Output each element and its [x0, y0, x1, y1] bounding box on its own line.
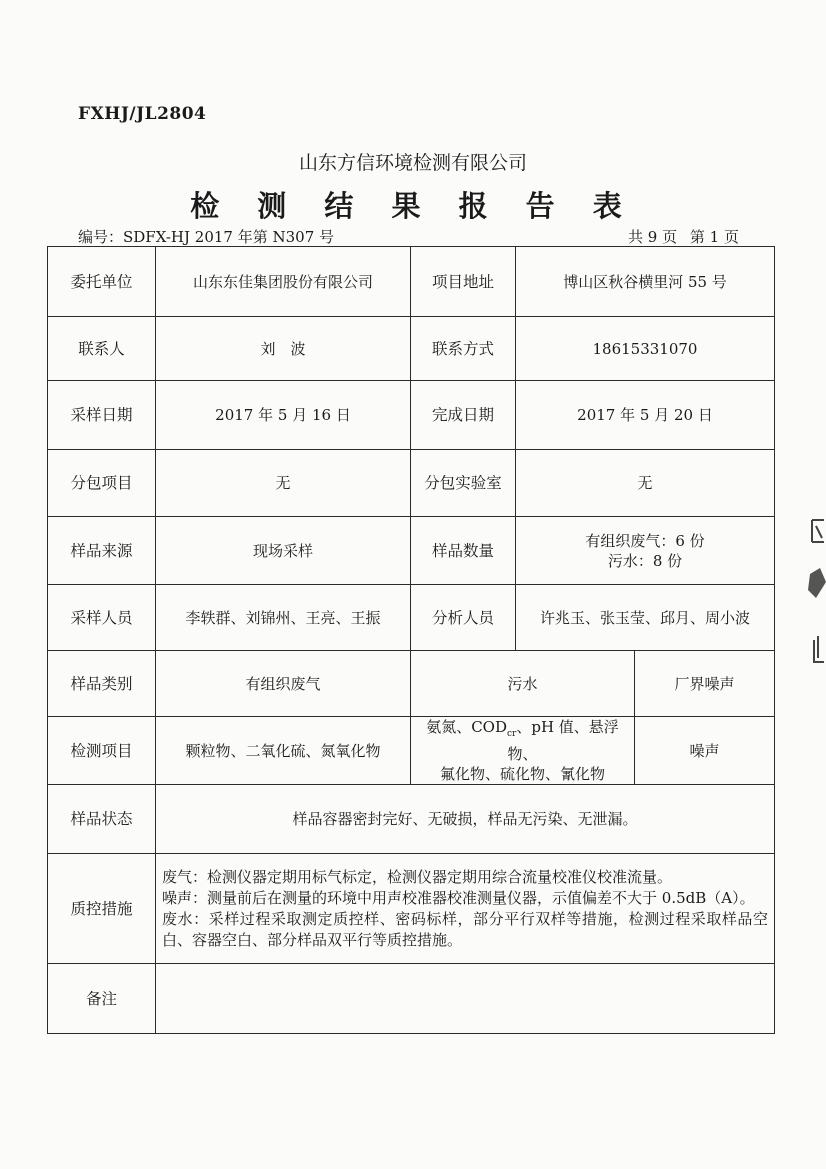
- samplers-label: 采样人员: [48, 585, 156, 651]
- row-sample-type: [48, 651, 775, 717]
- sample-status-value: 样品容器密封完好、无破损，样品无污染、无泄漏。: [156, 785, 775, 854]
- subcontract-lab-label: 分包实验室: [411, 450, 516, 517]
- sample-type-noise: 厂界噪声: [635, 651, 775, 717]
- row-test-items: [48, 717, 775, 785]
- subcontract-value: 无: [156, 450, 411, 517]
- test-items-water-a: 氨氮、COD: [426, 718, 507, 736]
- test-items-water-line1: [415, 717, 630, 764]
- address-value: 博山区秋谷横里河 55 号: [516, 247, 775, 317]
- subcontract-lab-value: 无: [516, 450, 775, 517]
- company-name: 山东方信环境检测有限公司: [298, 152, 527, 174]
- row-personnel: [48, 585, 775, 651]
- client-label: 委托单位: [48, 247, 156, 317]
- sample-source-value: 现场采样: [156, 517, 411, 585]
- qc-value: [156, 854, 775, 964]
- sample-status-label: 样品状态: [48, 785, 156, 854]
- phone-value: 18615331070: [516, 317, 775, 381]
- sample-qty-line2: 污水：8 份: [607, 551, 683, 570]
- report-number: 编号：SDFX-HJ 2017 年第 N307 号: [78, 228, 335, 246]
- sample-type-gas: 有组织废气: [156, 651, 411, 717]
- test-items-water-line2: 氟化物、硫化物、氰化物: [439, 765, 605, 783]
- sample-qty-value: [516, 517, 775, 585]
- remarks-label: 备注: [48, 964, 156, 1034]
- row-remarks: [48, 964, 775, 1034]
- document-code: FXHJ/JL2804: [78, 104, 207, 124]
- qc-water: 废水：采样过程采取测定质控样、密码标样，部分平行双样等措施，检测过程采取样品空白、容器空白、部分样品双平行等质控措施。: [162, 909, 768, 949]
- page-number: 第 1 页: [689, 228, 739, 246]
- sampling-date-value: 2017 年 5 月 16 日: [156, 381, 411, 450]
- row-qc: [48, 854, 775, 964]
- remarks-value: [156, 964, 775, 1034]
- edge-stamp-mark: [806, 512, 826, 672]
- phone-label: 联系方式: [411, 317, 516, 381]
- subcontract-label: 分包项目: [48, 450, 156, 517]
- completion-date-label: 完成日期: [411, 381, 516, 450]
- row-contact: [48, 317, 775, 381]
- row-sample-status: [48, 785, 775, 854]
- row-dates: [48, 381, 775, 450]
- row-client: [48, 247, 775, 317]
- analysts-label: 分析人员: [411, 585, 516, 651]
- analysts-value: 许兆玉、张玉莹、邱月、周小波: [516, 585, 775, 651]
- page-info: [620, 226, 739, 247]
- test-items-water: [411, 717, 635, 785]
- cod-subscript: cr: [507, 729, 517, 739]
- sample-type-water: 污水: [411, 651, 635, 717]
- contact-label: 联系人: [48, 317, 156, 381]
- row-subcontract: [48, 450, 775, 517]
- sample-qty-line1: 有组织废气：6 份: [585, 531, 705, 550]
- test-items-label: 检测项目: [48, 717, 156, 785]
- qc-label: 质控措施: [48, 854, 156, 964]
- test-items-noise: 噪声: [635, 717, 775, 785]
- report-title: 检 测 结 果 报 告 表: [190, 189, 636, 223]
- qc-noise: 噪声：测量前后在测量的环境中用声校准器校准测量仪器，示值偏差不大于 0.5dB（A）。: [162, 888, 755, 907]
- row-sample-source: [48, 517, 775, 585]
- samplers-value: 李轶群、刘锦州、王亮、王振: [156, 585, 411, 651]
- qc-gas: 废气：检测仪器定期用标气标定，检测仪器定期用综合流量校准仪校准流量。: [162, 867, 673, 886]
- test-items-water-b: 、pH 值、悬浮物、: [507, 718, 619, 763]
- contact-value: 刘 波: [156, 317, 411, 381]
- completion-date-value: 2017 年 5 月 20 日: [516, 381, 775, 450]
- test-items-gas: 颗粒物、二氧化硫、氮氧化物: [156, 717, 411, 785]
- sample-source-label: 样品来源: [48, 517, 156, 585]
- sampling-date-label: 采样日期: [48, 381, 156, 450]
- sample-qty-label: 样品数量: [411, 517, 516, 585]
- client-value: 山东东佳集团股份有限公司: [156, 247, 411, 317]
- address-label: 项目地址: [411, 247, 516, 317]
- sample-type-label: 样品类别: [48, 651, 156, 717]
- total-pages: 共 9 页: [628, 228, 678, 246]
- report-table: [47, 246, 775, 1034]
